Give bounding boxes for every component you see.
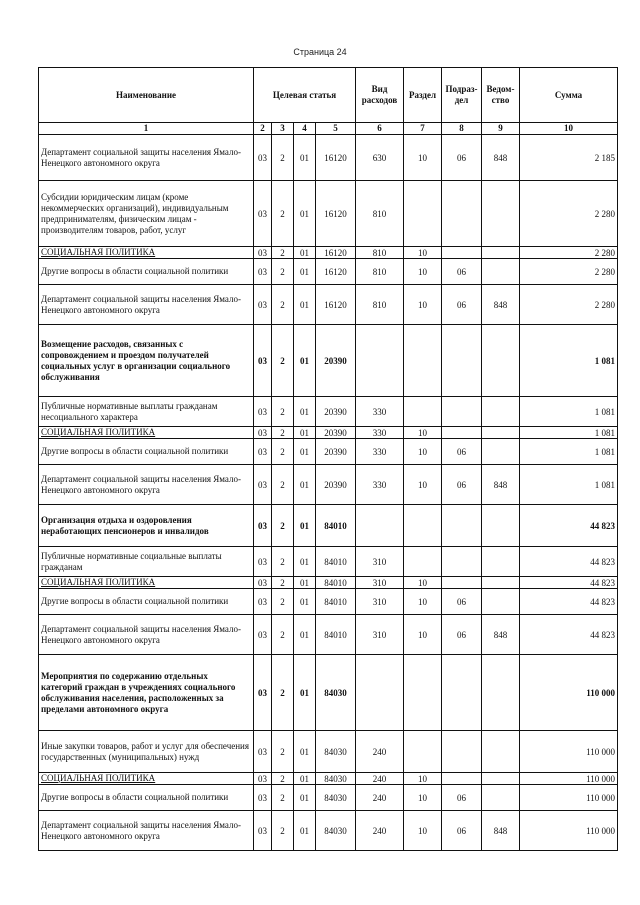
section-cell: 10 [404,811,442,851]
column-number: 8 [442,123,482,135]
department-cell [482,427,520,439]
target-main-event-cell: 01 [294,785,316,811]
subsection-cell [442,325,482,397]
department-cell: 848 [482,135,520,181]
subsection-cell: 06 [442,589,482,615]
target-main-event-cell: 01 [294,505,316,547]
section-cell: 10 [404,785,442,811]
department-cell [482,325,520,397]
target-program-cell: 03 [254,397,272,427]
header-name: Наименование [39,68,254,123]
column-number-row [39,123,618,135]
target-main-event-cell: 01 [294,397,316,427]
sum-cell: 110 000 [520,811,618,851]
target-code-cell: 20390 [316,465,356,505]
header-sum: Сумма [520,68,618,123]
target-code-cell: 84030 [316,773,356,785]
sum-cell: 110 000 [520,655,618,731]
table-body [39,135,618,851]
sum-cell: 2 280 [520,285,618,325]
section-cell [404,655,442,731]
department-cell: 848 [482,811,520,851]
target-code-cell: 16120 [316,247,356,259]
target-subprogram-cell: 2 [272,773,294,785]
target-main-event-cell: 01 [294,465,316,505]
sum-cell: 1 081 [520,427,618,439]
target-program-cell: 03 [254,615,272,655]
target-main-event-cell: 01 [294,773,316,785]
target-code-cell: 84030 [316,655,356,731]
row-name-cell: Организация отдыха и оздоровления неработающих пенсионеров и инвалидов [39,505,254,547]
sum-cell: 44 823 [520,505,618,547]
row-name-cell: Департамент социальной защиты населения Ямало-Ненецкого автономного округа [39,811,254,851]
table-row [39,773,618,785]
target-code-cell: 16120 [316,181,356,247]
section-cell: 10 [404,439,442,465]
table-row [39,427,618,439]
sum-cell: 110 000 [520,773,618,785]
target-subprogram-cell: 2 [272,397,294,427]
table-row [39,615,618,655]
expense-type-cell: 810 [356,181,404,247]
department-cell [482,181,520,247]
target-main-event-cell: 01 [294,247,316,259]
expense-type-cell: 240 [356,731,404,773]
section-cell: 10 [404,577,442,589]
department-cell [482,397,520,427]
target-code-cell: 16120 [316,285,356,325]
section-cell: 10 [404,615,442,655]
sum-cell: 1 081 [520,325,618,397]
sum-cell: 1 081 [520,439,618,465]
target-program-cell: 03 [254,439,272,465]
target-main-event-cell: 01 [294,285,316,325]
sum-cell: 1 081 [520,465,618,505]
row-name-cell: Другие вопросы в области социальной политики [39,259,254,285]
target-program-cell: 03 [254,577,272,589]
target-subprogram-cell: 2 [272,655,294,731]
target-main-event-cell: 01 [294,427,316,439]
target-main-event-cell: 01 [294,135,316,181]
target-subprogram-cell: 2 [272,181,294,247]
target-code-cell: 84030 [316,731,356,773]
row-name-cell: Субсидии юридическим лицам (кроме некоммерческих организаций), индивидуальным предпринимателям, физическим лицам - производителям товаров, работ, услуг [39,181,254,247]
target-program-cell: 03 [254,731,272,773]
section-cell [404,547,442,577]
department-cell: 848 [482,465,520,505]
row-name-cell: Департамент социальной защиты населения Ямало-Ненецкого автономного округа [39,135,254,181]
section-cell: 10 [404,259,442,285]
expense-type-cell: 810 [356,259,404,285]
target-code-cell: 20390 [316,325,356,397]
table-row [39,655,618,731]
expense-type-cell: 330 [356,465,404,505]
sum-cell: 2 280 [520,247,618,259]
table-row [39,259,618,285]
section-cell: 10 [404,247,442,259]
row-name-cell: Публичные нормативные выплаты гражданам несоциального характера [39,397,254,427]
subsection-cell: 06 [442,439,482,465]
table-row [39,439,618,465]
column-number: 2 [254,123,272,135]
subsection-cell: 06 [442,465,482,505]
expense-type-cell: 310 [356,577,404,589]
target-program-cell: 03 [254,181,272,247]
target-main-event-cell: 01 [294,731,316,773]
row-name-cell: Другие вопросы в области социальной политики [39,439,254,465]
row-name-cell: Публичные нормативные социальные выплаты гражданам [39,547,254,577]
target-main-event-cell: 01 [294,325,316,397]
subsection-cell [442,547,482,577]
expense-type-cell: 240 [356,785,404,811]
table-row [39,465,618,505]
subsection-cell [442,397,482,427]
target-code-cell: 84010 [316,589,356,615]
section-cell [404,505,442,547]
row-name-cell: СОЦИАЛЬНАЯ ПОЛИТИКА [39,773,254,785]
sum-cell: 2 280 [520,259,618,285]
department-cell [482,247,520,259]
table-row [39,589,618,615]
section-cell: 10 [404,589,442,615]
section-cell: 10 [404,285,442,325]
row-name-cell: Департамент социальной защиты населения Ямало-Ненецкого автономного округа [39,615,254,655]
section-cell [404,731,442,773]
target-main-event-cell: 01 [294,811,316,851]
row-name-cell: СОЦИАЛЬНАЯ ПОЛИТИКА [39,247,254,259]
target-program-cell: 03 [254,247,272,259]
row-name-cell: Департамент социальной защиты населения Ямало-Ненецкого автономного округа [39,465,254,505]
table-row [39,577,618,589]
target-code-cell: 16120 [316,259,356,285]
sum-cell: 44 823 [520,577,618,589]
department-cell [482,731,520,773]
subsection-cell: 06 [442,785,482,811]
row-name-cell: Другие вопросы в области социальной политики [39,589,254,615]
table-row [39,285,618,325]
header-expense-type: Вид расходов [356,68,404,123]
subsection-cell: 06 [442,615,482,655]
target-main-event-cell: 01 [294,655,316,731]
column-number: 4 [294,123,316,135]
department-cell [482,589,520,615]
row-name-cell: Другие вопросы в области социальной политики [39,785,254,811]
subsection-cell [442,731,482,773]
table-row [39,505,618,547]
target-subprogram-cell: 2 [272,325,294,397]
section-cell [404,325,442,397]
target-program-cell: 03 [254,505,272,547]
sum-cell: 44 823 [520,615,618,655]
target-program-cell: 03 [254,135,272,181]
table-row [39,135,618,181]
table-row [39,731,618,773]
sum-cell: 44 823 [520,547,618,577]
sum-cell: 2 280 [520,181,618,247]
expense-type-cell: 310 [356,589,404,615]
target-subprogram-cell: 2 [272,547,294,577]
header-department: Ведом-ство [482,68,520,123]
target-code-cell: 84030 [316,811,356,851]
target-main-event-cell: 01 [294,577,316,589]
section-cell [404,181,442,247]
table-row [39,247,618,259]
subsection-cell: 06 [442,135,482,181]
subsection-cell: 06 [442,259,482,285]
target-code-cell: 16120 [316,135,356,181]
section-cell: 10 [404,427,442,439]
expense-type-cell: 630 [356,135,404,181]
expense-type-cell [356,655,404,731]
header-section: Раздел [404,68,442,123]
target-subprogram-cell: 2 [272,247,294,259]
department-cell [482,773,520,785]
section-cell: 10 [404,135,442,181]
department-cell [482,547,520,577]
target-program-cell: 03 [254,811,272,851]
sum-cell: 110 000 [520,785,618,811]
column-number: 9 [482,123,520,135]
row-name-cell: СОЦИАЛЬНАЯ ПОЛИТИКА [39,427,254,439]
column-number: 1 [39,123,254,135]
subsection-cell [442,773,482,785]
section-cell: 10 [404,465,442,505]
target-program-cell: 03 [254,285,272,325]
department-cell [482,439,520,465]
target-code-cell: 20390 [316,439,356,465]
row-name-cell: СОЦИАЛЬНАЯ ПОЛИТИКА [39,577,254,589]
target-code-cell: 84010 [316,505,356,547]
subsection-cell [442,181,482,247]
expense-type-cell: 330 [356,427,404,439]
expense-type-cell: 240 [356,773,404,785]
target-program-cell: 03 [254,785,272,811]
sum-cell: 2 185 [520,135,618,181]
table-row [39,811,618,851]
target-subprogram-cell: 2 [272,135,294,181]
department-cell [482,505,520,547]
target-main-event-cell: 01 [294,439,316,465]
department-cell [482,655,520,731]
column-number: 5 [316,123,356,135]
subsection-cell [442,247,482,259]
expense-type-cell: 810 [356,285,404,325]
target-program-cell: 03 [254,259,272,285]
target-program-cell: 03 [254,547,272,577]
subsection-cell [442,577,482,589]
target-program-cell: 03 [254,465,272,505]
section-cell [404,397,442,427]
sum-cell: 110 000 [520,731,618,773]
table-row [39,785,618,811]
department-cell [482,785,520,811]
target-subprogram-cell: 2 [272,465,294,505]
expense-type-cell [356,505,404,547]
table-row [39,181,618,247]
header-target: Целевая статья [254,68,356,123]
table-row [39,397,618,427]
target-subprogram-cell: 2 [272,259,294,285]
target-subprogram-cell: 2 [272,505,294,547]
sum-cell: 1 081 [520,397,618,427]
expense-type-cell: 330 [356,397,404,427]
row-name-cell: Мероприятия по содержанию отдельных категорий граждан в учреждениях социального обслуживания населения, расположенных за пределами автономного округа [39,655,254,731]
section-cell: 10 [404,773,442,785]
page-number-label: Страница 24 [293,47,347,57]
subsection-cell [442,655,482,731]
row-name-cell: Департамент социальной защиты населения Ямало-Ненецкого автономного округа [39,285,254,325]
target-code-cell: 84010 [316,615,356,655]
target-main-event-cell: 01 [294,615,316,655]
expense-type-cell: 810 [356,247,404,259]
column-number: 6 [356,123,404,135]
target-subprogram-cell: 2 [272,589,294,615]
target-main-event-cell: 01 [294,259,316,285]
target-subprogram-cell: 2 [272,615,294,655]
column-number: 3 [272,123,294,135]
department-cell [482,259,520,285]
target-program-cell: 03 [254,773,272,785]
target-main-event-cell: 01 [294,181,316,247]
target-code-cell: 84010 [316,547,356,577]
target-subprogram-cell: 2 [272,785,294,811]
row-name-cell: Возмещение расходов, связанных с сопровождением и проездом получателей социальных услуг в организации социального обслуживания [39,325,254,397]
table-row [39,325,618,397]
target-subprogram-cell: 2 [272,811,294,851]
department-cell: 848 [482,615,520,655]
target-main-event-cell: 01 [294,589,316,615]
column-number: 10 [520,123,618,135]
target-subprogram-cell: 2 [272,439,294,465]
target-code-cell: 84030 [316,785,356,811]
target-program-cell: 03 [254,589,272,615]
target-main-event-cell: 01 [294,547,316,577]
department-cell [482,577,520,589]
target-subprogram-cell: 2 [272,285,294,325]
column-number: 7 [404,123,442,135]
header-subsection: Подраз-дел [442,68,482,123]
target-subprogram-cell: 2 [272,731,294,773]
expense-type-cell: 310 [356,547,404,577]
row-name-cell: Иные закупки товаров, работ и услуг для обеспечения государственных (муниципальных) нужд [39,731,254,773]
target-subprogram-cell: 2 [272,427,294,439]
subsection-cell [442,427,482,439]
department-cell: 848 [482,285,520,325]
target-program-cell: 03 [254,655,272,731]
expense-type-cell [356,325,404,397]
budget-table [38,67,618,851]
table-row [39,547,618,577]
expense-type-cell: 330 [356,439,404,465]
expense-type-cell: 240 [356,811,404,851]
subsection-cell [442,505,482,547]
sum-cell: 44 823 [520,589,618,615]
expense-type-cell: 310 [356,615,404,655]
target-code-cell: 20390 [316,427,356,439]
target-program-cell: 03 [254,325,272,397]
target-subprogram-cell: 2 [272,577,294,589]
target-code-cell: 84010 [316,577,356,589]
subsection-cell: 06 [442,811,482,851]
target-program-cell: 03 [254,427,272,439]
header-row [39,68,618,123]
target-code-cell: 20390 [316,397,356,427]
subsection-cell: 06 [442,285,482,325]
